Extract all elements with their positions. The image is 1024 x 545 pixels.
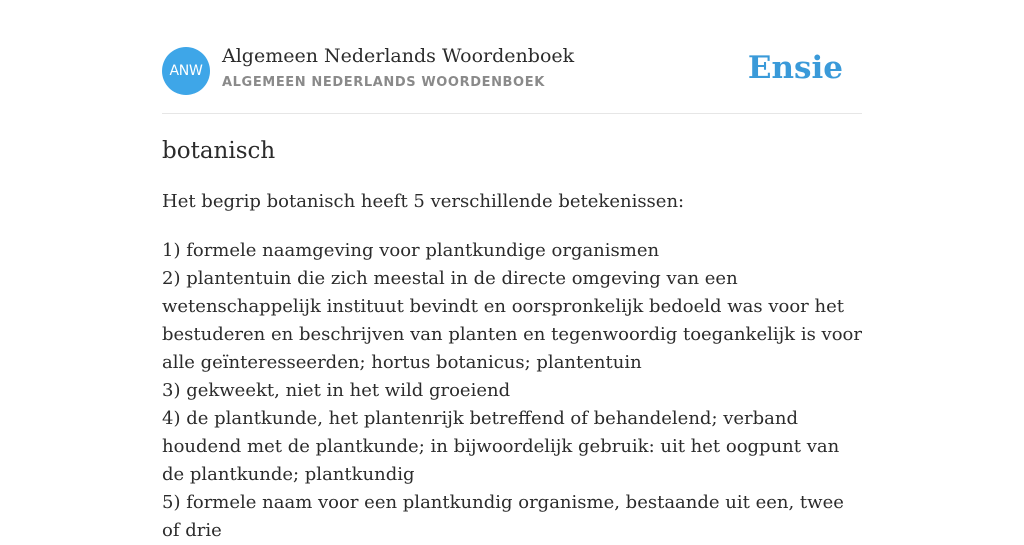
entry-intro: Het begrip botanisch heeft 5 verschillende betekenissen: [162, 191, 685, 212]
entry-term: botanisch [162, 138, 276, 164]
ensie-logo[interactable]: Ensie [747, 50, 843, 86]
source-subtitle: ALGEMEEN NEDERLANDS WOORDENBOEK [222, 75, 545, 90]
definition-item: 5) formele naam voor een plantkundig organisme, bestaande uit een, twee of drie [162, 492, 844, 541]
definition-list [162, 237, 862, 545]
definition-item: 1) formele naamgeving voor plantkundige organismen [162, 240, 660, 261]
source-header [162, 0, 862, 114]
entry-card [162, 0, 862, 541]
source-title[interactable]: Algemeen Nederlands Woordenboek [222, 45, 575, 67]
definition-item: 4) de plantkunde, het plantenrijk betreffend of behandelend; verband houdend met de plantkunde; in bijwoordelijk gebruik: uit het oogpunt van de plantkunde; plantkundig [162, 408, 840, 485]
source-logo[interactable]: ANW [162, 47, 210, 95]
definition-item: 3) gekweekt, niet in het wild groeiend [162, 380, 511, 401]
definition-item: 2) plantentuin die zich meestal in de directe omgeving van een wetenschappelijk instituut bevindt en oorspronkelijk bedoeld was voor het bestuderen en beschrijven van planten en tegenwoordig toegankelijk is voor alle geïnteresseerden; hortus botanicus; plantentuin [162, 268, 862, 373]
